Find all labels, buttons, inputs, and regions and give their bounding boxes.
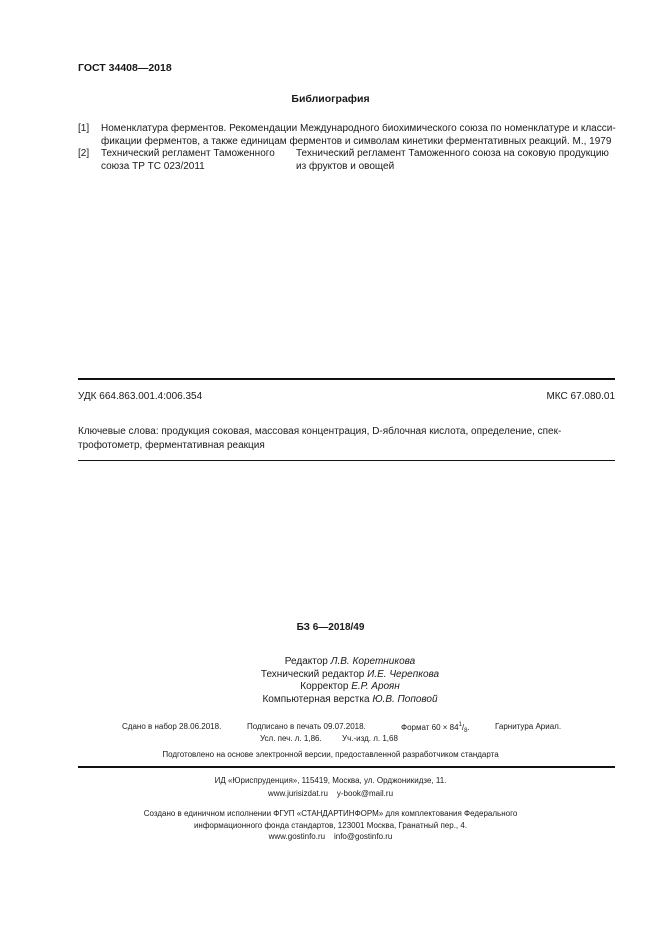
mks-code: МКС 67.080.01 [546, 391, 615, 402]
credits-block [250, 656, 450, 706]
tech-editor-label: Технический редактор [260, 668, 365, 680]
created-site: www.gostinfo.ru [268, 832, 326, 841]
bibliography-item-2-title-line2: союза ТР ТС 023/2011 [101, 161, 205, 172]
tech-editor-name: И.Е. Черепкова [367, 668, 440, 680]
created-contacts [0, 832, 661, 841]
divider-bottom [78, 766, 615, 768]
document-code: ГОСТ 34408—2018 [78, 62, 172, 74]
bibliography-item-1-number: [1] [78, 123, 90, 134]
bibliography-item-2-desc-line1: Технический регламент Таможенного союза на соковую продукцию [296, 148, 609, 159]
created-note-line1: Создано в единичном исполнении ФГУП «СТАНДАРТИНФОРМ» для комплектования Федерального [143, 809, 518, 818]
bibliography-item-2-title-line1: Технический регламент Таможенного [101, 148, 275, 159]
created-note-line2: информационного фонда стандартов, 123001 Москва, Гранатный пер., 4. [193, 821, 468, 830]
publisher-site: www.jurisizdat.ru [267, 789, 328, 798]
corrector-name: Е.Р. Ароян [351, 681, 400, 692]
publisher-contacts [0, 789, 661, 798]
divider-top [78, 378, 615, 380]
divider-keywords [78, 460, 615, 461]
bibliography-heading: Библиография [291, 93, 370, 105]
bz-number: БЗ 6—2018/49 [296, 622, 365, 633]
print-format: Формат $60 \times 84^1/_8$. [401, 722, 470, 734]
bibliography-item-1-text-line1: Номенклатура ферментов. Рекомендации Международного биохимического союза по номенклатуре и класси- [101, 123, 616, 134]
print-sheets: Усл. печ. л. 1,86. [260, 734, 322, 743]
publisher-sheets: Уч.-изд. л. 1,68 [342, 734, 398, 743]
typeface: Гарнитура Ариал. [495, 722, 562, 731]
credit-corrector [250, 681, 450, 694]
prepared-note: Подготовлено на основе электронной версии, предоставленной разработчиком стандарта [162, 750, 499, 759]
layout-label: Компьютерная верстка [262, 693, 370, 705]
typeset-date: Сдано в набор 28.06.2018. [122, 722, 222, 731]
publisher-address: ИД «Юриспруденция», 115419, Москва, ул. Орджоникидзе, 11. [214, 776, 447, 785]
corrector-label: Корректор [300, 681, 349, 692]
publisher-email: y-book@mail.ru [336, 789, 394, 798]
bibliography-item-2-desc-line2: из фруктов и овощей [296, 161, 395, 172]
credit-editor [250, 656, 450, 669]
keywords-line2: трофотометр, ферментативная реакция [78, 440, 265, 451]
format-numerator: 1 [458, 722, 462, 728]
created-email: info@gostinfo.ru [333, 832, 393, 841]
keywords-line1: Ключевые слова: продукция соковая, массовая концентрация, D-яблочная кислота, определение, спек- [78, 426, 562, 437]
bibliography-item-1-text-line2: фикации ферментов, а также единицам ферментов и символам кинетики ферментативных реакций. М., 1979 [101, 136, 612, 147]
format-denominator: 8 [464, 728, 468, 734]
editor-label: Редактор [284, 656, 328, 667]
bibliography-item-2-number: [2] [78, 148, 90, 159]
credit-tech-editor [250, 669, 450, 682]
credit-layout [250, 694, 450, 707]
layout-name: Ю.В. Поповой [372, 693, 438, 705]
format-suffix: . [467, 723, 470, 732]
udk-code: УДК 664.863.001.4:006.354 [78, 391, 203, 402]
editor-name: Л.В. Коретникова [330, 656, 416, 667]
format-prefix: Формат 60 × 84 [401, 723, 459, 732]
signed-date: Подписано в печать 09.07.2018. [247, 722, 366, 731]
